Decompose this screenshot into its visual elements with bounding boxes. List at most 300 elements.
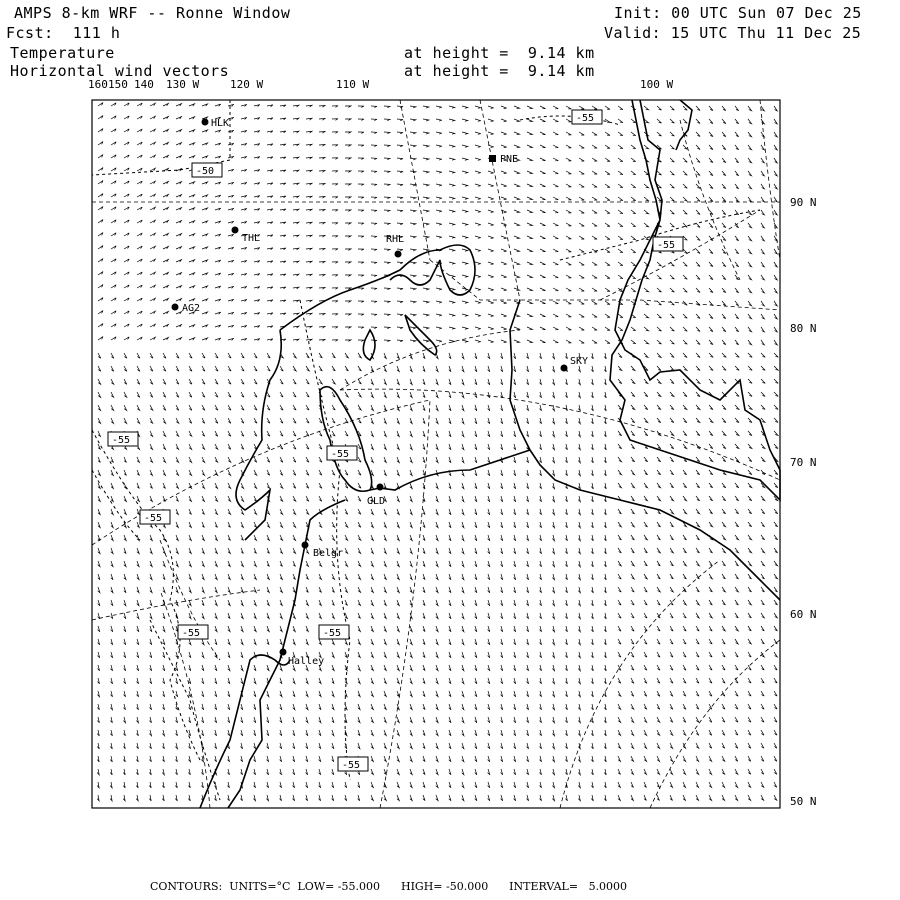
wind-vector	[280, 431, 283, 436]
wind-vector	[293, 326, 299, 328]
wind-vector	[553, 158, 558, 161]
wind-vector	[124, 220, 129, 223]
wind-vector	[501, 249, 507, 252]
wind-vector	[683, 444, 687, 449]
wind-vector	[410, 769, 412, 775]
wind-vector	[384, 574, 386, 580]
wind-vector	[644, 795, 646, 801]
wind-vector	[605, 132, 610, 135]
wind-vector	[332, 418, 335, 423]
coastline-island-west	[363, 330, 375, 360]
wind-vector	[709, 171, 713, 176]
wind-vector	[228, 444, 231, 449]
wind-vector	[604, 431, 606, 437]
wind-vector	[280, 235, 286, 237]
wind-vector	[384, 288, 390, 290]
wind-vector	[462, 236, 468, 238]
wind-vector	[540, 444, 542, 450]
wind-vector	[566, 288, 571, 291]
wind-vector	[98, 324, 103, 327]
wind-vector	[293, 170, 299, 172]
wind-vector	[748, 743, 751, 748]
wind-vector	[150, 181, 155, 184]
wind-vector	[618, 457, 622, 462]
wind-vector	[423, 691, 425, 697]
wind-vector	[735, 756, 738, 761]
wind-vector	[163, 181, 168, 184]
wind-vector	[670, 756, 673, 761]
wind-vector	[604, 665, 606, 671]
wind-vector	[137, 324, 142, 327]
wind-vector	[163, 457, 166, 462]
wind-vector	[332, 340, 338, 342]
wind-vector	[397, 795, 399, 801]
wind-vector	[722, 132, 726, 137]
wind-vector	[683, 717, 686, 722]
wind-vector	[488, 769, 490, 775]
wind-vector	[657, 392, 661, 397]
wind-vector	[306, 756, 308, 762]
wind-vector	[748, 613, 751, 618]
wind-vector	[475, 314, 481, 316]
wind-vector	[578, 574, 580, 580]
wind-vector	[332, 275, 338, 277]
wind-vector	[149, 769, 151, 775]
wind-vector	[202, 325, 208, 327]
wind-vector	[202, 535, 204, 541]
wind-vector	[670, 535, 674, 540]
wind-vector	[592, 184, 597, 187]
wind-vector	[124, 496, 126, 502]
wind-vector	[176, 195, 182, 197]
wind-vector	[449, 262, 455, 264]
wind-vector	[293, 144, 299, 146]
wind-vector	[319, 483, 322, 488]
wind-vector	[150, 652, 152, 658]
wind-vector	[176, 405, 179, 410]
wind-vector	[553, 171, 558, 174]
wind-vector	[397, 756, 399, 762]
wind-vector	[215, 366, 218, 371]
wind-vector	[254, 769, 256, 775]
wind-vector	[345, 639, 347, 645]
wind-vector	[410, 431, 412, 437]
wind-vector	[332, 431, 335, 436]
wind-vector	[267, 613, 269, 619]
wind-vector	[696, 496, 700, 501]
wind-vector	[591, 353, 593, 359]
wind-vector	[618, 379, 622, 384]
wind-vector	[748, 392, 752, 396]
wind-vector	[124, 181, 129, 184]
wind-vector	[150, 116, 155, 119]
wind-vector	[202, 548, 204, 554]
wind-vector	[98, 285, 103, 288]
wind-vector	[709, 548, 713, 553]
wind-vector	[709, 626, 712, 631]
wind-vector	[423, 548, 425, 554]
wind-vector	[267, 366, 270, 371]
wind-vector	[449, 743, 451, 749]
wind-vector	[578, 756, 580, 762]
wind-vector	[254, 366, 257, 371]
wind-vector	[358, 717, 360, 723]
wind-vector	[657, 626, 660, 631]
wind-vector	[162, 795, 164, 801]
wind-vector	[501, 340, 507, 343]
wind-vector	[501, 496, 503, 502]
wind-vector	[605, 288, 610, 291]
wind-vector	[293, 105, 299, 107]
wind-vector	[761, 496, 765, 501]
wind-vector	[566, 327, 571, 330]
wind-vector	[176, 496, 179, 502]
wind-vector	[202, 691, 204, 697]
wind-vector	[188, 782, 190, 788]
wind-vector	[631, 613, 634, 618]
wind-vector	[631, 769, 634, 774]
wind-vector	[540, 691, 542, 697]
wind-vector	[449, 704, 451, 710]
wind-vector	[397, 327, 403, 329]
wind-vector	[566, 197, 571, 200]
wind-vector	[488, 717, 490, 723]
wind-vector	[462, 457, 464, 463]
station-hlk	[202, 118, 230, 129]
wind-vector	[371, 301, 377, 303]
wind-vector	[462, 444, 464, 450]
wind-vector	[215, 704, 217, 710]
wind-vector	[280, 105, 286, 107]
wind-vector	[501, 444, 503, 450]
wind-vector	[540, 301, 545, 304]
wind-vector	[241, 548, 243, 554]
wind-vector	[149, 795, 151, 801]
wind-vector	[124, 626, 126, 632]
wind-vector	[488, 548, 490, 554]
wind-vector	[501, 639, 503, 645]
coastline-island-east	[405, 315, 437, 355]
wind-vector	[475, 431, 477, 437]
wind-vector	[345, 600, 348, 606]
wind-vector	[137, 470, 140, 476]
wind-vector	[722, 197, 726, 202]
wind-vector	[540, 574, 542, 580]
wind-vector	[696, 106, 700, 110]
wind-vector	[604, 418, 606, 424]
wind-vector	[176, 286, 182, 288]
wind-vector	[358, 119, 364, 121]
wind-vector	[98, 337, 103, 340]
wind-vector	[254, 678, 256, 684]
wind-vector	[175, 756, 177, 762]
wind-vector	[319, 314, 325, 316]
wind-vector	[358, 223, 364, 225]
wind-vector	[722, 405, 726, 410]
wind-vector	[618, 171, 623, 175]
wind-vector	[670, 418, 674, 423]
wind-vector	[578, 639, 580, 645]
wind-vector	[631, 483, 635, 488]
wind-vector	[488, 353, 490, 359]
wind-vector	[735, 106, 739, 111]
wind-vector	[280, 639, 282, 645]
wind-vector	[475, 756, 477, 762]
wind-vector	[397, 132, 403, 134]
wind-vector	[735, 665, 738, 670]
wind-vector	[722, 795, 725, 800]
wind-vector	[436, 418, 438, 424]
wind-vector	[397, 288, 403, 290]
wind-vector	[397, 717, 399, 723]
wind-vector	[228, 561, 230, 567]
wind-vector	[436, 275, 442, 277]
wind-vector	[761, 535, 765, 540]
wind-vector	[163, 353, 166, 358]
wind-vector	[709, 782, 712, 787]
wind-vector	[683, 626, 686, 631]
wind-vector	[163, 298, 168, 301]
wind-vector	[358, 561, 361, 566]
wind-vector	[748, 249, 752, 254]
wind-vector	[215, 195, 221, 197]
wind-vector	[162, 730, 164, 736]
wind-vector	[384, 548, 386, 554]
contour-line	[150, 620, 220, 800]
wind-vector	[293, 548, 296, 553]
wind-vector	[163, 129, 168, 132]
wind-vector	[449, 587, 451, 593]
wind-vector	[137, 678, 139, 684]
wind-vector	[657, 691, 660, 696]
wind-vector	[748, 418, 752, 423]
wind-vector	[696, 353, 700, 357]
wind-vector	[618, 236, 623, 240]
wind-vector	[488, 340, 494, 342]
wind-vector	[384, 444, 386, 450]
wind-vector	[735, 119, 739, 124]
wind-vector	[124, 337, 129, 340]
wind-vector	[722, 535, 726, 540]
wind-vector	[345, 652, 347, 658]
coastline-peninsula-east	[676, 100, 692, 150]
wind-vector	[514, 288, 520, 291]
wind-vector	[748, 457, 752, 462]
wind-vector	[540, 743, 542, 749]
wind-vector	[254, 756, 256, 762]
wind-vector	[436, 314, 442, 316]
wind-vector	[358, 301, 364, 303]
wind-vector	[110, 717, 112, 723]
wind-vector	[527, 171, 533, 174]
wind-vector	[748, 678, 751, 683]
wind-vector	[631, 327, 636, 331]
wind-vector	[618, 717, 621, 722]
wind-vector	[436, 756, 438, 762]
wind-vector	[306, 704, 308, 710]
wind-vector	[306, 170, 312, 172]
wind-vector	[215, 143, 221, 145]
wind-vector	[774, 548, 778, 553]
wind-vector	[202, 678, 204, 684]
wind-vector	[462, 483, 464, 489]
wind-vector	[150, 324, 155, 327]
wind-vector	[123, 795, 125, 801]
wind-vector	[124, 639, 126, 645]
wind-vector	[124, 457, 127, 463]
wind-vector	[774, 613, 777, 618]
wind-vector	[774, 249, 777, 254]
wind-vector	[552, 379, 554, 385]
wind-vector	[722, 561, 726, 566]
wind-vector	[202, 392, 205, 397]
wind-vector	[436, 782, 438, 788]
wind-vector	[578, 457, 580, 463]
wind-vector	[189, 535, 191, 541]
wind-vector	[748, 340, 752, 345]
wind-vector	[552, 587, 554, 593]
wind-vector	[657, 652, 660, 657]
coastline-west-margin	[236, 330, 281, 540]
wind-vector	[228, 221, 234, 223]
wind-vector	[761, 587, 765, 592]
wind-vector	[358, 600, 361, 605]
wind-vector	[565, 379, 567, 385]
wind-vector	[540, 106, 545, 109]
wind-vector	[267, 548, 270, 554]
wind-vector	[683, 431, 687, 436]
wind-vector	[176, 691, 178, 697]
wind-vector	[475, 158, 481, 160]
wind-vector	[618, 210, 623, 214]
wind-vector	[501, 782, 503, 788]
wind-vector	[735, 626, 738, 631]
wind-vector	[254, 222, 260, 224]
wind-vector	[657, 457, 661, 462]
wind-vector	[735, 535, 739, 540]
wind-vector	[371, 262, 377, 264]
wind-vector	[293, 131, 299, 133]
wind-vector	[618, 405, 622, 410]
wind-vector	[111, 142, 116, 145]
wind-vector	[618, 119, 623, 123]
wind-vector	[332, 119, 338, 121]
wind-vector	[293, 261, 299, 263]
wind-vector	[566, 132, 571, 135]
wind-vector	[462, 314, 468, 316]
wind-vector	[462, 782, 464, 788]
wind-vector	[488, 444, 490, 450]
wind-vector	[565, 405, 567, 411]
wind-vector	[280, 300, 286, 302]
wind-vector	[501, 756, 503, 762]
wind-vector	[423, 535, 425, 541]
wind-vector	[137, 181, 142, 184]
wind-vector	[384, 730, 386, 736]
wind-vector	[488, 379, 490, 385]
wind-vector	[423, 340, 429, 342]
wind-vector	[774, 717, 777, 722]
wind-vector	[332, 587, 335, 593]
wind-vector	[111, 418, 114, 423]
wind-vector	[631, 392, 635, 397]
wind-vector	[124, 405, 127, 410]
wind-vector	[267, 665, 269, 671]
wind-vector	[97, 717, 99, 723]
wind-vector	[552, 522, 554, 528]
wind-vector	[514, 704, 516, 710]
wind-vector	[241, 169, 247, 171]
wind-vector	[591, 691, 593, 697]
wind-vector	[189, 143, 195, 145]
wind-vector	[565, 652, 567, 658]
wind-vector	[423, 613, 425, 619]
wind-vector	[565, 795, 567, 801]
wind-vector	[137, 285, 142, 288]
wind-vector	[228, 104, 234, 106]
wind-vector	[384, 262, 390, 264]
wind-vector	[319, 288, 325, 290]
wind-vector	[527, 730, 529, 736]
wind-vector	[176, 665, 178, 671]
wind-vector	[397, 665, 399, 671]
contour-label	[192, 163, 222, 177]
wind-vector	[604, 691, 606, 697]
wind-vector	[761, 626, 764, 631]
wind-vector	[163, 116, 168, 119]
wind-vector	[709, 639, 712, 644]
wind-vector	[137, 418, 140, 423]
wind-vector	[345, 340, 351, 342]
wind-vector	[254, 313, 260, 315]
wind-vector	[345, 613, 347, 619]
wind-vector	[293, 756, 295, 762]
wind-vector	[371, 717, 373, 723]
wind-vector	[241, 743, 243, 749]
wind-vector	[553, 106, 558, 109]
wind-vector	[514, 119, 520, 122]
wind-vector	[670, 197, 674, 201]
wind-vector	[176, 522, 178, 528]
wind-vector	[475, 704, 477, 710]
wind-vector	[670, 379, 674, 384]
wind-vector	[449, 405, 451, 411]
wind-vector	[735, 418, 739, 423]
wind-vector	[124, 311, 129, 314]
wind-vector	[137, 639, 139, 645]
wind-vector	[97, 782, 99, 788]
wind-vector	[306, 561, 309, 566]
wind-vector	[449, 665, 451, 671]
wind-vector	[527, 769, 529, 775]
wind-vector	[254, 261, 260, 263]
wind-vector	[384, 522, 386, 528]
wind-vector	[501, 132, 507, 135]
wind-vector	[384, 119, 390, 121]
wind-vector	[280, 600, 282, 606]
wind-vector	[267, 704, 269, 710]
wind-vector	[761, 769, 764, 774]
wind-vector	[267, 405, 270, 410]
wind-vector	[371, 145, 377, 147]
wind-vector	[436, 522, 438, 528]
wind-vector	[371, 405, 373, 411]
wind-vector	[462, 795, 464, 801]
wind-vector	[137, 704, 139, 710]
lon-label-100w: 100 W	[640, 78, 674, 91]
wind-vector	[358, 392, 361, 397]
wind-vector	[163, 142, 168, 145]
